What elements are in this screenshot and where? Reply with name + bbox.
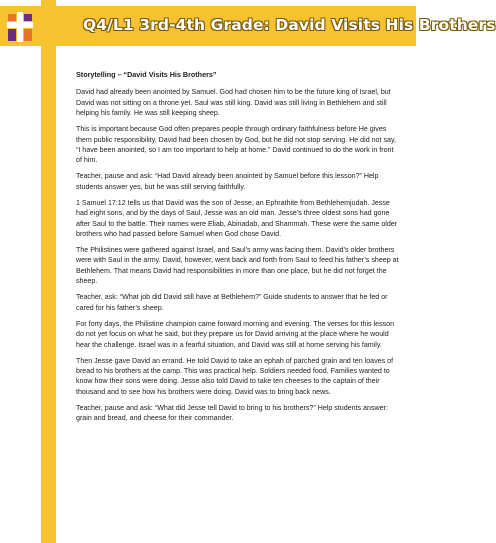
paragraph: The Philistines were gathered against Israel, and Saul’s army was facing them. David’s older brothers were with Saul in the army. David, however, went back and forth from Saul to feed his father’s sheep at Bethlehem. That means David had responsibilities in more than one place, but he did not forget the sheep. — [76, 246, 399, 286]
paragraph: Teacher, ask: “What job did David still have at Bethlehem?” Guide students to answer that he fed or cared for his father’s sheep. — [76, 293, 388, 312]
page-title: Q4/L1 3rd-4th Grade: David Visits His Brothers — [83, 16, 496, 34]
paragraph: Then Jesse gave David an errand. He told David to take an ephah of parched grain and ten loaves of bread to his brothers at the camp. This was practical help. Soldiers needed food. Families wanted to know how their sons were doing. Jesse also told David to take ten cheeses to the captain of their thousand and to see how his brothers were doing. David was to bring back news. — [76, 356, 394, 396]
paragraph: Teacher, pause and ask: “Had David already been anointed by Samuel before this lesson?” Help students answer yes, but he was still serving faithfully. — [76, 172, 379, 191]
section-heading: Storytelling – “David Visits His Brothers” — [76, 70, 217, 79]
paragraph: Teacher, pause and ask: “What did Jesse tell David to bring to his brothers?” Help students answer: grain and bread, and cheese for their commander. — [76, 403, 388, 423]
paragraph: 1 Samuel 17:12 tells us that David was the son of Jesse, an Ephrathite from Bethlehemjudah. Jesse had eight sons, and by the days of Saul, Jesse was an old man. Jesse’s three oldest sons had gone after Saul to the battle. Their names were Eliab, Abinadab, and Shammah. These were the same older brothers who had passed before Samuel when God chose David. — [76, 198, 398, 239]
paragraph: This is important because God often prepares people through ordinary faithfulness before He gives them public responsibility. David had been chosen by God, but he did not stop serving. He did not say, “I have been anointed, so I am too important to help at home.” David continued to do the work in front of him. — [76, 125, 396, 165]
header-banner — [0, 6, 496, 46]
cross-vertical-bar — [41, 0, 56, 543]
church-cross-logo-icon — [5, 10, 35, 44]
paragraph: For forty days, the Philistine champion came forward morning and evening. The verses for this lesson do not yet focus on what he said, but they prepare us for David arriving at the place where he would hear the challenge. Israel was in a fearful situation, and David was still at home serving his family. — [76, 319, 395, 349]
paragraph: David had already been anointed by Samuel. God had chosen him to be the future king of Israel, but David was not sitting on a throne yet. Saul was still king. David was still living in Bethlehem and still helping his family. He was still keeping sheep. — [76, 88, 391, 118]
lesson-content — [76, 70, 400, 429]
